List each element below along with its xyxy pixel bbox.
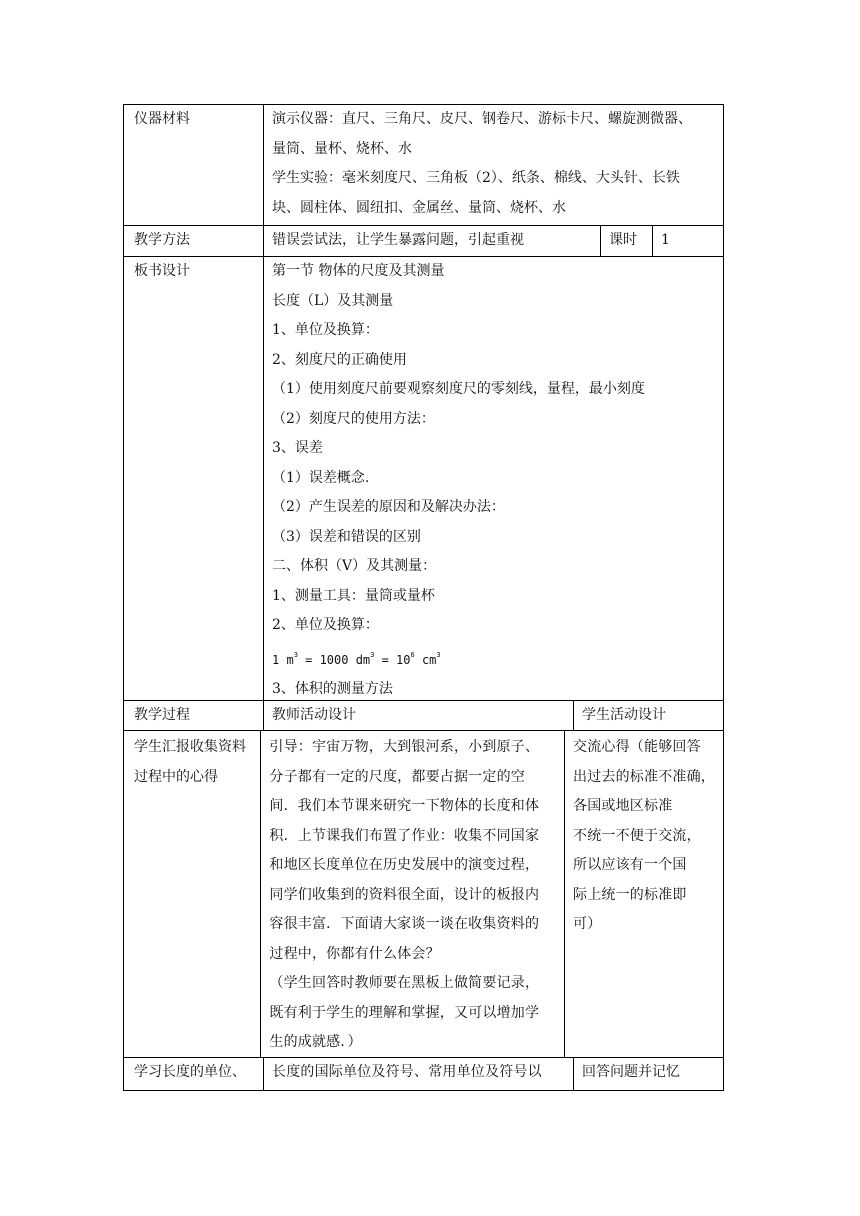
formula-exponent: 6	[410, 650, 415, 659]
formula-part: = 10	[374, 652, 411, 667]
student-line: 不统一不便于交流，	[573, 827, 701, 844]
board-line: 长度（L）及其测量	[272, 292, 394, 309]
board-label: 板书设计	[124, 257, 264, 700]
report-label-line: 学生汇报收集资料	[134, 739, 246, 755]
report-row	[124, 731, 723, 1058]
board-line: 二、体积（V）及其测量：	[272, 558, 437, 574]
formula-part: cm	[414, 652, 437, 667]
student-line: 交流心得（能够回答	[573, 739, 701, 755]
units-student-activity: 回答问题并记忆	[582, 1064, 680, 1080]
student-line: 各国或地区标准	[573, 798, 673, 814]
teacher-line: 既有利于学生的理解和掌握，又可以增加学	[269, 1004, 540, 1021]
student-line: 所以应该有一个国	[573, 857, 687, 873]
board-row	[124, 257, 723, 701]
formula-exponent: 3	[293, 650, 298, 659]
method-label: 教学方法	[124, 226, 264, 256]
materials-content	[264, 105, 723, 225]
student-activity-header: 学生活动设计	[582, 707, 666, 723]
formula-part: 1 m	[272, 652, 294, 667]
board-line: （1）使用刻度尺前要观察刻度尺的零刻线，量程，最小刻度	[272, 381, 645, 397]
teacher-line: 同学们收集到的资料很全面，设计的板报内	[269, 886, 540, 903]
process-label: 教学过程	[124, 701, 264, 730]
board-line: （2）产生误差的原因和及解决办法：	[272, 499, 505, 515]
board-line: （1）误差概念.	[272, 469, 370, 486]
materials-label: 仪器材料	[124, 105, 264, 225]
materials-row	[124, 105, 723, 226]
teacher-line: 引导：宇宙万物，大到银河系，小到原子、	[269, 739, 540, 755]
teacher-line: （学生回答时教师要在黑板上做简要记录，	[269, 975, 540, 991]
materials-line: 量筒、量杯、烧杯、水	[272, 140, 412, 157]
board-line: 3、体积的测量方法	[272, 681, 393, 697]
units-row	[124, 1058, 723, 1090]
board-line: （3）误差和错误的区别	[272, 528, 421, 545]
student-line: 出过去的标准不准确，	[573, 768, 715, 785]
teacher-line: 容很丰富．下面请大家谈一谈在收集资料的	[269, 916, 540, 932]
formula-part: = 1000 dm	[297, 652, 371, 667]
units-teacher-activity: 长度的国际单位及符号、常用单位及符号以	[264, 1058, 574, 1090]
teacher-line: 生的成就感．）	[269, 1034, 362, 1050]
board-line: 第一节 物体的尺度及其测量	[272, 263, 445, 279]
method-row	[124, 226, 723, 257]
board-line: 3、误差	[272, 440, 323, 456]
report-teacher-activity	[261, 731, 565, 1057]
student-line: 际上统一的标准即	[573, 886, 687, 903]
report-label	[124, 731, 261, 1057]
board-line: 1、单位及换算：	[272, 322, 379, 338]
materials-line: 学生实验：毫米刻度尺、三角板（2）、纸条、棉线、大头针、长铁	[272, 170, 680, 186]
method-text: 错误尝试法，让学生暴露问题，引起重视	[264, 226, 601, 256]
period-label: 课时	[601, 226, 653, 256]
lesson-plan-table	[123, 104, 724, 1091]
teacher-line: 积．上节课我们布置了作业：收集不同国家	[269, 827, 540, 844]
volume-conversion-formula	[272, 641, 717, 676]
period-value: 1	[661, 232, 670, 248]
teacher-activity-header: 教师活动设计	[264, 701, 574, 730]
teacher-line: 间．我们本节课来研究一下物体的长度和体	[269, 798, 540, 814]
teacher-line: 过程中，你都有什么体会？	[269, 945, 440, 962]
formula-exponent: 3	[436, 650, 441, 659]
teacher-line: 和地区长度单位在历史发展中的演变过程，	[269, 857, 540, 873]
report-label-line: 过程中的心得	[134, 768, 218, 785]
process-header-row	[124, 701, 723, 731]
materials-line: 块、圆柱体、圆纽扣、金属丝、量筒、烧杯、水	[272, 199, 566, 216]
report-student-activity	[565, 731, 723, 1057]
student-line: 可）	[573, 916, 602, 932]
board-content	[264, 257, 723, 700]
formula-exponent: 3	[370, 650, 375, 659]
materials-line: 演示仪器：直尺、三角尺、皮尺、钢卷尺、游标卡尺、螺旋测微器、	[272, 111, 692, 127]
teacher-line: 分子都有一定的尺度，都要占据一定的空	[269, 768, 525, 785]
board-line: 2、刻度尺的正确使用	[272, 351, 407, 368]
board-line: （2）刻度尺的使用方法：	[272, 410, 435, 427]
board-line: 2、单位及换算：	[272, 617, 379, 633]
units-label: 学习长度的单位、	[124, 1058, 264, 1090]
board-line: 1、测量工具：量筒或量杯	[272, 587, 435, 604]
